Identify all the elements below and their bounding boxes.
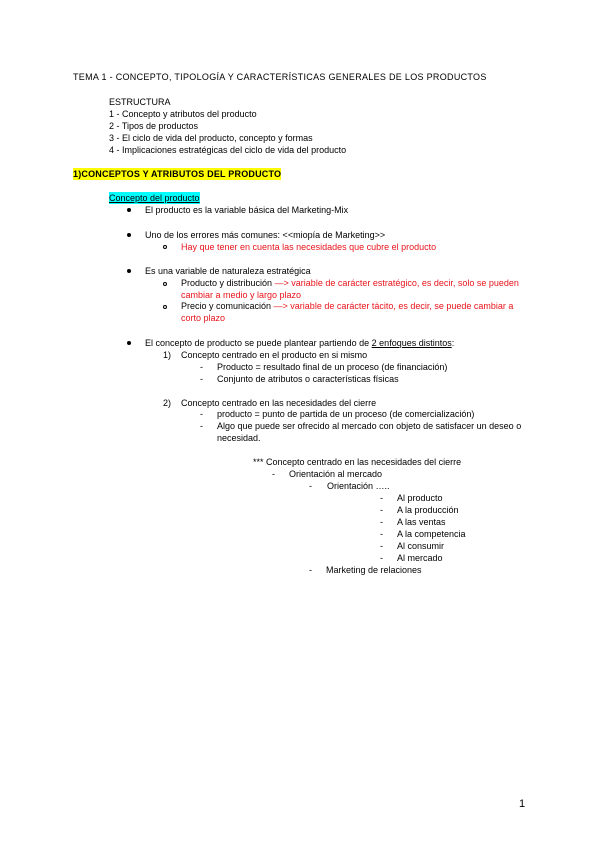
numbered-text: Concepto centrado en las necesidades del cierre (181, 398, 377, 408)
dash-icon: - (309, 565, 312, 575)
dash-icon: - (380, 517, 383, 527)
note-heading: *** Concepto centrado en las necesidades del cierre (253, 457, 462, 467)
numbered-text: Concepto centrado en el producto en si mismo (181, 350, 368, 360)
note-subitem: A la competencia (397, 529, 466, 539)
page-number: 1 (519, 798, 526, 810)
sub-bullet-text (181, 277, 519, 289)
section-heading: 1)CONCEPTOS Y ATRIBUTOS DEL PRODUCTO (73, 169, 282, 179)
note-item: Orientación al mercado (289, 469, 383, 479)
sub-bullet-text (181, 300, 513, 312)
bullet-icon (127, 208, 131, 212)
numbered-marker: 1) (163, 350, 172, 360)
sub-bullet-lead: Producto y distribución (181, 278, 275, 288)
sub-bullet-text: Hay que tener en cuenta las necesidades que cubre el producto (181, 242, 437, 252)
sub-bullet-detail: —> variable de carácter tácito, es decir, se puede cambiar a (273, 301, 514, 311)
dash-icon: - (380, 493, 383, 503)
dash-text-cont: necesidad. (217, 433, 261, 443)
dash-icon: - (200, 374, 203, 384)
numbered-marker: 2) (163, 398, 172, 408)
bullet-icon (127, 269, 131, 273)
note-subitem: A la producción (397, 505, 459, 515)
dash-icon: - (200, 409, 203, 419)
bullet-text: Es una variable de naturaleza estratégica (145, 266, 311, 276)
note-item: Marketing de relaciones (326, 565, 422, 575)
sub-bullet-icon (163, 305, 167, 309)
dash-icon: - (380, 505, 383, 515)
note-subitem: Al consumir (397, 541, 445, 551)
dash-text: producto = punto de partida de un proceso (de comercialización) (217, 409, 475, 419)
dash-icon: - (200, 362, 203, 372)
bullet-icon (127, 233, 131, 237)
dash-icon: - (380, 541, 383, 551)
estructura-item: 2 - Tipos de productos (109, 121, 199, 131)
dash-icon: - (380, 529, 383, 539)
note-subitem: A las ventas (397, 517, 446, 527)
dash-icon: - (380, 553, 383, 563)
sub-bullet-detail: —> variable de carácter estratégico, es decir, solo se pueden (274, 278, 519, 288)
estructura-item: 1 - Concepto y atributos del producto (109, 109, 257, 119)
bullet-emphasis: 2 enfoques distintos (371, 338, 452, 348)
dash-text: Producto = resultado final de un proceso (de financiación) (217, 362, 448, 372)
bullet-text: Uno de los errores más comunes: <<miopía de Marketing>> (145, 230, 386, 240)
bullet-icon (127, 341, 131, 345)
sub-bullet-text-cont: cambiar a medio y largo plazo (181, 290, 302, 300)
dash-icon: - (272, 469, 275, 479)
bullet-text: El producto es la variable básica del Marketing-Mix (145, 205, 349, 215)
dash-text: Algo que puede ser ofrecido al mercado con objeto de satisfacer un deseo o (217, 421, 522, 431)
bullet-lead: El concepto de producto se puede plantear partiendo de (145, 338, 372, 348)
dash-icon: - (309, 481, 312, 491)
note-subitem: Al mercado (397, 553, 443, 563)
dash-text: Conjunto de atributos o características físicas (217, 374, 399, 384)
sub-bullet-icon (163, 282, 167, 286)
note-item: Orientación ….. (327, 481, 390, 491)
bullet-text (145, 337, 454, 349)
sub-bullet-icon (163, 245, 167, 249)
dash-icon: - (200, 421, 203, 431)
sub-bullet-text-cont: corto plazo (181, 313, 226, 323)
estructura-item: 4 - Implicaciones estratégicas del ciclo de vida del producto (109, 145, 347, 155)
sub-bullet-lead: Precio y comunicación (181, 301, 274, 311)
note-subitem: Al producto (397, 493, 443, 503)
estructura-item: 3 - El ciclo de vida del producto, concepto y formas (109, 133, 313, 143)
document-title: TEMA 1 - CONCEPTO, TIPOLOGÍA Y CARACTERÍSTICAS GENERALES DE LOS PRODUCTOS (73, 72, 487, 82)
estructura-heading: ESTRUCTURA (109, 97, 171, 107)
subheading: Concepto del producto (109, 193, 200, 203)
bullet-trail: : (451, 338, 455, 348)
